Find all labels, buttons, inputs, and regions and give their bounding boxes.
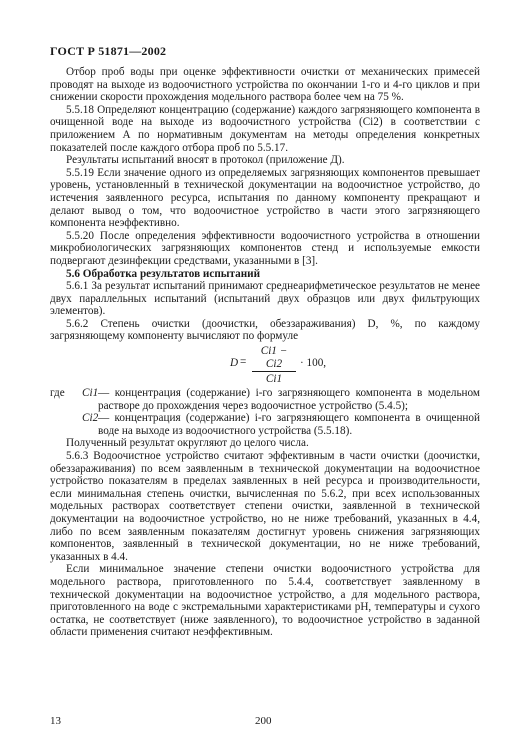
variable-symbol: Ci2 xyxy=(82,412,99,425)
section-heading: 5.6 Обработка результатов испытаний xyxy=(66,267,261,280)
paragraph: 5.5.18 Определяют концентрацию (содержание) каждого загрязняющего компонента в очищенной воде на выходе из водоочистного устройства (Ci2) в соответствии с приложением А по нормативным документам на методы определения конкретных показателей после каждого отбора проб по 5.5.17. xyxy=(50,103,480,154)
formula-equals: = xyxy=(240,356,247,369)
formula-lhs: D xyxy=(230,357,239,370)
paragraph: Если минимальное значение степени очистки водоочистного устройства для модельного раствора, приготовленного по 5.4.4, соответствует заявленному в технической документации на водоочистное устройство, а для модельного раствора, приготовленного на воде с экстремальными характеристиками pH, температуры и сухого остатка, не соответствует (ниже заявленного), то водоочистное устройство в заданной области применения считают неэффективным. xyxy=(50,563,480,639)
variable-definitions xyxy=(50,387,480,437)
paragraph: 5.5.20 После определения эффективности водоочистного устройства в отношении микробиологических загрязняющих компонентов стенд и используемые емкости подвергают дезинфекции средствами, указанными в [3]. xyxy=(50,229,480,267)
paragraph: Полученный результат округляют до целого числа. xyxy=(66,437,309,450)
document-body xyxy=(50,66,480,639)
page-number-left: 13 xyxy=(50,715,61,727)
variable-description: — концентрация (содержание) i-го загрязняющего компонента в очищенной воде на выходе из водоочистного устройства (5.5.18). xyxy=(98,412,481,437)
formula xyxy=(50,345,480,385)
paragraph: 5.6.1 За результат испытаний принимают среднеарифметическое результатов не менее двух параллельных испытаний (испытаний двух образцов или двух фильтрующих элементов). xyxy=(50,280,480,318)
formula-tail: · 100, xyxy=(300,357,327,370)
variable-description: — концентрация (содержание) i-го загрязняющего компонента в модельном растворе до прохождения через водоочистное устройство (5.4.5); xyxy=(98,387,480,412)
formula-fraction xyxy=(252,345,296,386)
formula-denominator: Ci1 xyxy=(265,373,283,386)
variable-symbol: Ci1 xyxy=(82,387,99,400)
paragraph: Результаты испытаний вносят в протокол (приложение Д). xyxy=(66,154,345,167)
paragraph: 5.5.19 Если значение одного из определяемых загрязняющих компонентов превышает уровень, установленный в технической документации на водоочистное устройство, до истечения заявленного ресурса, испытания по данному компоненту прекращают и делают вывод о том, что водоочистное устройство в части этого загрязняющего компонента неэффективно. xyxy=(50,166,480,230)
paragraph: Отбор проб воды при оценке эффективности очистки от механических примесей проводят на выходе из водоочистного устройства по окончании 1-го и 4-го циклов и при снижении скорости прохождения модельного раствора более чем на 75 %. xyxy=(50,66,480,104)
where-intro: где xyxy=(50,387,65,400)
document-header: ГОСТ Р 51871—2002 xyxy=(50,44,167,58)
page-number-center: 200 xyxy=(255,715,272,727)
paragraph: 5.6.3 Водоочистное устройство считают эффективным в части очистки (доочистки, обеззараживания) по всем заявленным в технической документации на водоочистное устройство показателям в пределах заявленных в ней ресурса и производительности, если минимальная степень очистки, вычисленная по 5.6.2, при всех использованных модельных растворах соответствует степени очистки, заявленной в технической документации на водоочистное устройство, но не ниже требований, указанных в 4.4, либо по всем заявленным показателям достигнут уровень снижения загрязняющих компонентов, заявленный в технической документации, но не ниже требований, указанных в 4.4. xyxy=(50,450,480,563)
formula-numerator: Ci1 − Ci2 xyxy=(252,345,296,372)
paragraph: 5.6.2 Степень очистки (доочистки, обеззараживания) D, %, по каждому загрязняющему компоненту вычисляют по формуле xyxy=(50,317,480,343)
